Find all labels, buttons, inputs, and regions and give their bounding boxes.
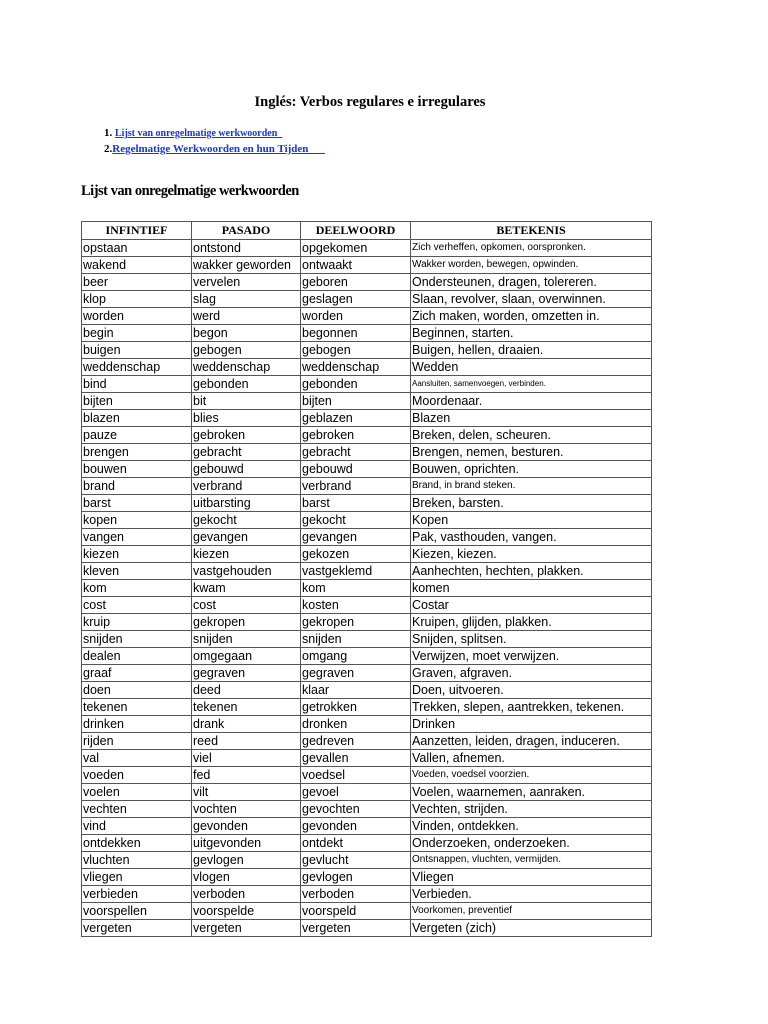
cell-participle: voorspeld [301, 903, 411, 920]
cell-meaning: Verwijzen, moet verwijzen. [411, 648, 652, 665]
table-row [82, 444, 652, 461]
table-row [82, 699, 652, 716]
cell-meaning: Beginnen, starten. [411, 325, 652, 342]
cell-participle: weddenschap [301, 359, 411, 376]
cell-past: reed [192, 733, 301, 750]
table-row [82, 359, 652, 376]
cell-meaning: Brand, in brand steken. [411, 478, 652, 495]
cell-meaning: Costar [411, 597, 652, 614]
cell-infinitive: blazen [82, 410, 192, 427]
cell-past: uitgevonden [192, 835, 301, 852]
cell-participle: geslagen [301, 291, 411, 308]
cell-participle: dronken [301, 716, 411, 733]
cell-participle: barst [301, 495, 411, 512]
cell-infinitive: verbieden [82, 886, 192, 903]
cell-past: vochten [192, 801, 301, 818]
table-row [82, 410, 652, 427]
table-row [82, 376, 652, 393]
cell-infinitive: tekenen [82, 699, 192, 716]
cell-meaning: Vechten, strijden. [411, 801, 652, 818]
cell-infinitive: voorspellen [82, 903, 192, 920]
cell-meaning: Snijden, splitsen. [411, 631, 652, 648]
table-row [82, 478, 652, 495]
cell-past: cost [192, 597, 301, 614]
cell-infinitive: voeden [82, 767, 192, 784]
cell-participle: geboren [301, 274, 411, 291]
cell-participle: opgekomen [301, 240, 411, 257]
cell-participle: gekropen [301, 614, 411, 631]
cell-meaning: Buigen, hellen, draaien. [411, 342, 652, 359]
table-row [82, 886, 652, 903]
toc-item-number: 1. [104, 127, 113, 139]
cell-participle: gebroken [301, 427, 411, 444]
cell-infinitive: vergeten [82, 920, 192, 937]
cell-meaning: Bouwen, oprichten. [411, 461, 652, 478]
cell-participle: gevlogen [301, 869, 411, 886]
cell-infinitive: weddenschap [82, 359, 192, 376]
table-row [82, 427, 652, 444]
cell-infinitive: brand [82, 478, 192, 495]
cell-participle: kosten [301, 597, 411, 614]
cell-past: viel [192, 750, 301, 767]
cell-infinitive: kom [82, 580, 192, 597]
cell-infinitive: beer [82, 274, 192, 291]
cell-meaning: Moordenaar. [411, 393, 652, 410]
cell-past: vilt [192, 784, 301, 801]
cell-infinitive: barst [82, 495, 192, 512]
cell-past: blies [192, 410, 301, 427]
cell-participle: gebonden [301, 376, 411, 393]
cell-meaning: Zich maken, worden, omzetten in. [411, 308, 652, 325]
cell-past: weddenschap [192, 359, 301, 376]
cell-meaning: Wedden [411, 359, 652, 376]
cell-meaning: Kruipen, glijden, plakken. [411, 614, 652, 631]
cell-infinitive: opstaan [82, 240, 192, 257]
cell-infinitive: rijden [82, 733, 192, 750]
cell-infinitive: bijten [82, 393, 192, 410]
cell-participle: gebogen [301, 342, 411, 359]
table-row [82, 597, 652, 614]
cell-infinitive: kleven [82, 563, 192, 580]
table-row [82, 733, 652, 750]
cell-participle: gebracht [301, 444, 411, 461]
table-row [82, 818, 652, 835]
table-row [82, 393, 652, 410]
column-header-infinitive: INFINTIEF [82, 222, 192, 240]
cell-participle: getrokken [301, 699, 411, 716]
cell-meaning: Vallen, afnemen. [411, 750, 652, 767]
toc-link-underline-tail[interactable] [308, 143, 325, 155]
cell-infinitive: bouwen [82, 461, 192, 478]
cell-past: gebogen [192, 342, 301, 359]
cell-past: verbrand [192, 478, 301, 495]
cell-meaning: Slaan, revolver, slaan, overwinnen. [411, 291, 652, 308]
cell-participle: voedsel [301, 767, 411, 784]
cell-participle: klaar [301, 682, 411, 699]
cell-meaning: Blazen [411, 410, 652, 427]
cell-infinitive: vechten [82, 801, 192, 818]
cell-participle: begonnen [301, 325, 411, 342]
cell-meaning: Pak, vasthouden, vangen. [411, 529, 652, 546]
cell-infinitive: klop [82, 291, 192, 308]
cell-participle: gevoel [301, 784, 411, 801]
cell-participle: gevonden [301, 818, 411, 835]
toc-item-2 [104, 141, 325, 157]
cell-meaning: Kiezen, kiezen. [411, 546, 652, 563]
cell-past: werd [192, 308, 301, 325]
cell-participle: kom [301, 580, 411, 597]
column-header-past: PASADO [192, 222, 301, 240]
cell-participle: gekozen [301, 546, 411, 563]
irregular-verbs-table [81, 221, 652, 937]
table-body [82, 240, 652, 937]
table-row [82, 869, 652, 886]
cell-meaning: Aanhechten, hechten, plakken. [411, 563, 652, 580]
cell-infinitive: kiezen [82, 546, 192, 563]
cell-participle: gevallen [301, 750, 411, 767]
table-row [82, 461, 652, 478]
cell-past: uitbarsting [192, 495, 301, 512]
table-row [82, 784, 652, 801]
cell-infinitive: buigen [82, 342, 192, 359]
cell-past: vervelen [192, 274, 301, 291]
cell-infinitive: vluchten [82, 852, 192, 869]
cell-infinitive: worden [82, 308, 192, 325]
table-row [82, 291, 652, 308]
table-row [82, 512, 652, 529]
cell-past: tekenen [192, 699, 301, 716]
table-row [82, 240, 652, 257]
cell-infinitive: begin [82, 325, 192, 342]
column-header-meaning: BETEKENIS [411, 222, 652, 240]
toc-link-regular-verbs[interactable]: Regelmatige Werkwoorden en hun Tijden [112, 143, 309, 155]
toc-item-1 [104, 125, 325, 141]
cell-meaning: Ondersteunen, dragen, tolereren. [411, 274, 652, 291]
cell-participle: gevlucht [301, 852, 411, 869]
cell-meaning: Voelen, waarnemen, aanraken. [411, 784, 652, 801]
cell-meaning: Drinken [411, 716, 652, 733]
table-header-row [82, 222, 652, 240]
cell-meaning: Doen, uitvoeren. [411, 682, 652, 699]
table-row [82, 648, 652, 665]
cell-past: omgegaan [192, 648, 301, 665]
table-row [82, 716, 652, 733]
table-row [82, 325, 652, 342]
table-row [82, 665, 652, 682]
table-row [82, 308, 652, 325]
cell-infinitive: graaf [82, 665, 192, 682]
table-row [82, 580, 652, 597]
cell-participle: verboden [301, 886, 411, 903]
table-row [82, 920, 652, 937]
cell-past: gekocht [192, 512, 301, 529]
cell-infinitive: doen [82, 682, 192, 699]
cell-past: begon [192, 325, 301, 342]
toc-link-irregular-verbs[interactable]: Lijst van onregelmatige werkwoorden [115, 128, 278, 139]
cell-participle: gedreven [301, 733, 411, 750]
cell-participle: ontwaakt [301, 257, 411, 274]
cell-meaning: komen [411, 580, 652, 597]
table-row [82, 342, 652, 359]
toc-item-number: 2. [104, 143, 113, 155]
cell-meaning: Aanzetten, leiden, dragen, induceren. [411, 733, 652, 750]
table-row [82, 682, 652, 699]
cell-past: snijden [192, 631, 301, 648]
table-row [82, 631, 652, 648]
cell-past: gekropen [192, 614, 301, 631]
cell-participle: vastgeklemd [301, 563, 411, 580]
cell-infinitive: val [82, 750, 192, 767]
cell-infinitive: drinken [82, 716, 192, 733]
cell-past: deed [192, 682, 301, 699]
table-row [82, 563, 652, 580]
table-row [82, 495, 652, 512]
cell-infinitive: kruip [82, 614, 192, 631]
cell-past: bit [192, 393, 301, 410]
cell-past: gebouwd [192, 461, 301, 478]
cell-participle: verbrand [301, 478, 411, 495]
cell-infinitive: wakend [82, 257, 192, 274]
cell-infinitive: vind [82, 818, 192, 835]
cell-meaning: Voorkomen, preventief [411, 903, 652, 920]
cell-past: wakker geworden [192, 257, 301, 274]
cell-infinitive: pauze [82, 427, 192, 444]
table-row [82, 257, 652, 274]
cell-participle: gegraven [301, 665, 411, 682]
cell-past: verboden [192, 886, 301, 903]
table-row [82, 274, 652, 291]
cell-meaning: Brengen, nemen, besturen. [411, 444, 652, 461]
cell-past: ontstond [192, 240, 301, 257]
cell-meaning: Wakker worden, bewegen, opwinden. [411, 257, 652, 274]
cell-past: kwam [192, 580, 301, 597]
cell-meaning: Verbieden. [411, 886, 652, 903]
cell-past: gegraven [192, 665, 301, 682]
cell-participle: gekocht [301, 512, 411, 529]
cell-participle: gebouwd [301, 461, 411, 478]
table-row [82, 903, 652, 920]
toc-link-underline-tail[interactable] [277, 128, 282, 139]
cell-past: gebroken [192, 427, 301, 444]
cell-past: gebonden [192, 376, 301, 393]
cell-infinitive: kopen [82, 512, 192, 529]
table-row [82, 767, 652, 784]
cell-past: voorspelde [192, 903, 301, 920]
cell-infinitive: vangen [82, 529, 192, 546]
column-header-participle: DEELWOORD [301, 222, 411, 240]
section-heading: Lijst van onregelmatige werkwoorden [81, 183, 299, 199]
table-of-contents [104, 125, 325, 157]
cell-participle: gevangen [301, 529, 411, 546]
cell-infinitive: cost [82, 597, 192, 614]
cell-past: gevlogen [192, 852, 301, 869]
cell-meaning: Graven, afgraven. [411, 665, 652, 682]
cell-past: gebracht [192, 444, 301, 461]
cell-meaning: Ontsnappen, vluchten, vermijden. [411, 852, 652, 869]
table-row [82, 546, 652, 563]
table-row [82, 801, 652, 818]
cell-past: drank [192, 716, 301, 733]
cell-meaning: Zich verheffen, opkomen, oorspronken. [411, 240, 652, 257]
cell-meaning: Voeden, voedsel voorzien. [411, 767, 652, 784]
cell-meaning: Onderzoeken, onderzoeken. [411, 835, 652, 852]
table-row [82, 529, 652, 546]
cell-participle: ontdekt [301, 835, 411, 852]
cell-participle: snijden [301, 631, 411, 648]
cell-participle: bijten [301, 393, 411, 410]
cell-past: vlogen [192, 869, 301, 886]
cell-participle: gevochten [301, 801, 411, 818]
cell-infinitive: dealen [82, 648, 192, 665]
cell-meaning: Vliegen [411, 869, 652, 886]
cell-past: slag [192, 291, 301, 308]
cell-meaning: Breken, delen, scheuren. [411, 427, 652, 444]
cell-infinitive: ontdekken [82, 835, 192, 852]
cell-past: gevangen [192, 529, 301, 546]
cell-participle: omgang [301, 648, 411, 665]
page-title: Inglés: Verbos regulares e irregulares [254, 94, 486, 110]
table-row [82, 852, 652, 869]
cell-infinitive: vliegen [82, 869, 192, 886]
cell-meaning: Vinden, ontdekken. [411, 818, 652, 835]
cell-infinitive: brengen [82, 444, 192, 461]
cell-past: vergeten [192, 920, 301, 937]
cell-past: fed [192, 767, 301, 784]
cell-past: vastgehouden [192, 563, 301, 580]
cell-infinitive: voelen [82, 784, 192, 801]
cell-past: gevonden [192, 818, 301, 835]
cell-participle: vergeten [301, 920, 411, 937]
cell-meaning: Breken, barsten. [411, 495, 652, 512]
cell-meaning: Aansluiten, samenvoegen, verbinden. [411, 376, 652, 393]
cell-meaning: Kopen [411, 512, 652, 529]
cell-meaning: Vergeten (zich) [411, 920, 652, 937]
table-row [82, 750, 652, 767]
cell-participle: geblazen [301, 410, 411, 427]
cell-past: kiezen [192, 546, 301, 563]
table-row [82, 835, 652, 852]
cell-participle: worden [301, 308, 411, 325]
table-row [82, 614, 652, 631]
cell-infinitive: bind [82, 376, 192, 393]
cell-infinitive: snijden [82, 631, 192, 648]
cell-meaning: Trekken, slepen, aantrekken, tekenen. [411, 699, 652, 716]
